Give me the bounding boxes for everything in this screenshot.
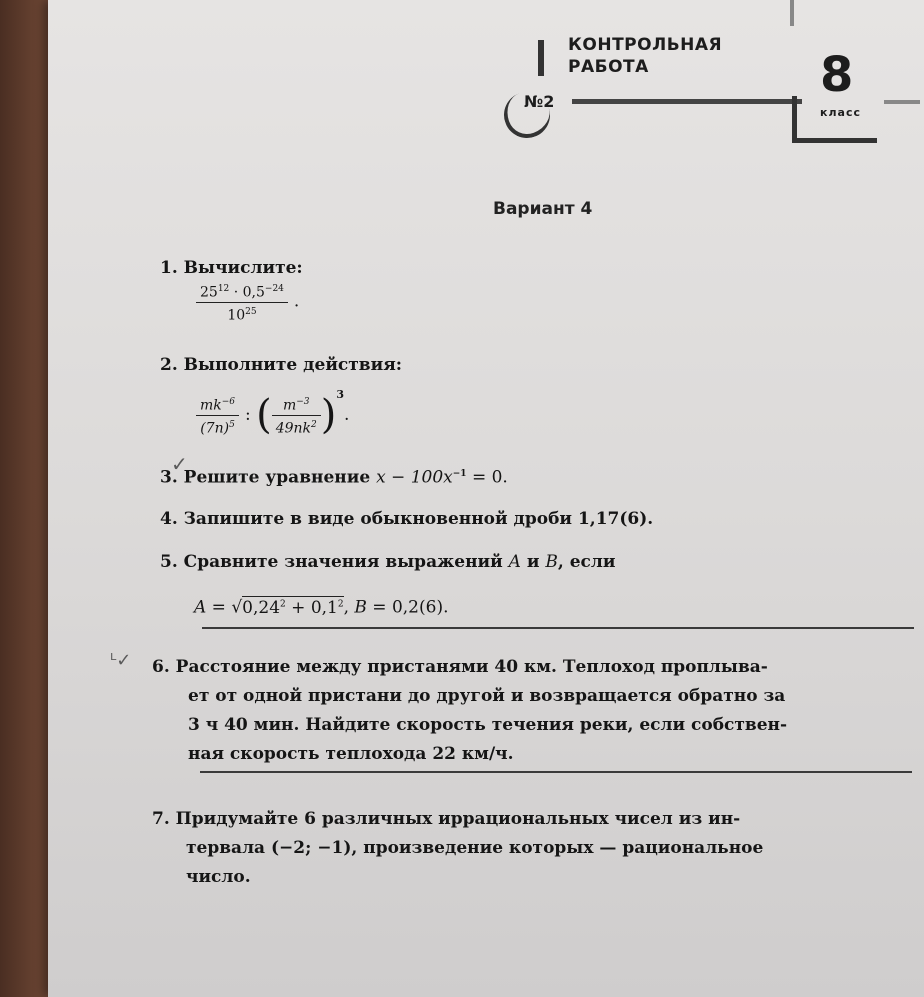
task-text: Вычислите: <box>183 258 303 278</box>
check-mark-icon: ✓ <box>171 452 188 476</box>
header-title-line2: РАБОТА <box>568 57 649 77</box>
task-5-expression: $A = √0,24^2 + 0,1^2$, B = 0,2(6). <box>194 597 449 618</box>
header-tick <box>790 0 794 26</box>
variant-title: Вариант 4 <box>493 199 593 219</box>
task-number: 4. <box>160 509 178 529</box>
worksheet-page <box>48 0 924 997</box>
task-line: тервала (−2; −1), произведение которых — рациональное <box>186 838 764 858</box>
task-1 <box>160 254 303 283</box>
task-2-expression: $\frac{mk^{-6}}{(7n)^5}$ : ( $\frac{m^{-3}}{49nk^2}$ )$^3$. <box>196 380 349 438</box>
header-title-line1: КОНТРОЛЬНАЯ <box>568 35 723 55</box>
task-2 <box>160 351 402 380</box>
grade-number: 8 <box>820 47 854 103</box>
task-number: 6. <box>152 657 170 677</box>
task-text: Запишите в виде обыкновенной дроби 1,17(6). <box>183 509 654 529</box>
fraction: $\frac{mk^{-6}}{(7n)^5}$ <box>196 393 239 437</box>
header-rule <box>572 99 802 104</box>
task-number: 1. <box>160 258 178 278</box>
grade-label: класс <box>820 106 861 119</box>
task-number: 2. <box>160 355 178 375</box>
header-rule-right <box>884 100 920 104</box>
divider <box>202 627 914 629</box>
task-1-expression: $\frac{25^{12} \cdot 0,5^{-24}}{10^{25}}$ . <box>196 280 299 324</box>
task-6 <box>152 653 768 682</box>
divider <box>200 771 912 773</box>
header-bar <box>538 40 544 76</box>
task-number: 3. <box>160 467 178 488</box>
task-line: Придумайте 6 различных иррациональных чисел из ин- <box>175 809 741 829</box>
grade-box <box>792 96 877 143</box>
task-text: Выполните действия: <box>183 355 403 375</box>
task-line: ная скорость теплохода 22 км/ч. <box>188 744 514 764</box>
work-number: №2 <box>524 92 555 111</box>
fraction: $\frac{m^{-3}}{49nk^2}$ <box>272 393 321 437</box>
task-5: 5. Сравните значения выражений A и B, если <box>160 552 616 572</box>
task-text: Решите уравнение <box>183 467 371 488</box>
equation: x − 100x <box>376 467 453 488</box>
task-7 <box>152 805 740 834</box>
task-number: 7. <box>152 809 170 829</box>
task-4 <box>160 505 653 534</box>
task-line: число. <box>186 867 251 887</box>
task-line: ет от одной пристани до другой и возвращается обратно за <box>188 686 786 706</box>
task-line: 3 ч 40 мин. Найдите скорость течения реки, если собствен- <box>188 715 788 735</box>
task-3: 3. Решите уравнение $x - 100x^{-1} = 0$. <box>160 467 508 488</box>
header-title <box>568 34 722 78</box>
task-line: Расстояние между пристанями 40 км. Теплоход проплыва- <box>175 657 768 677</box>
check-mark-icon: ᴸ✓ <box>110 650 132 671</box>
task-number: 5. <box>160 552 178 572</box>
fraction: $\frac{25^{12} \cdot 0,5^{-24}}{10^{25}}$ <box>196 280 288 324</box>
